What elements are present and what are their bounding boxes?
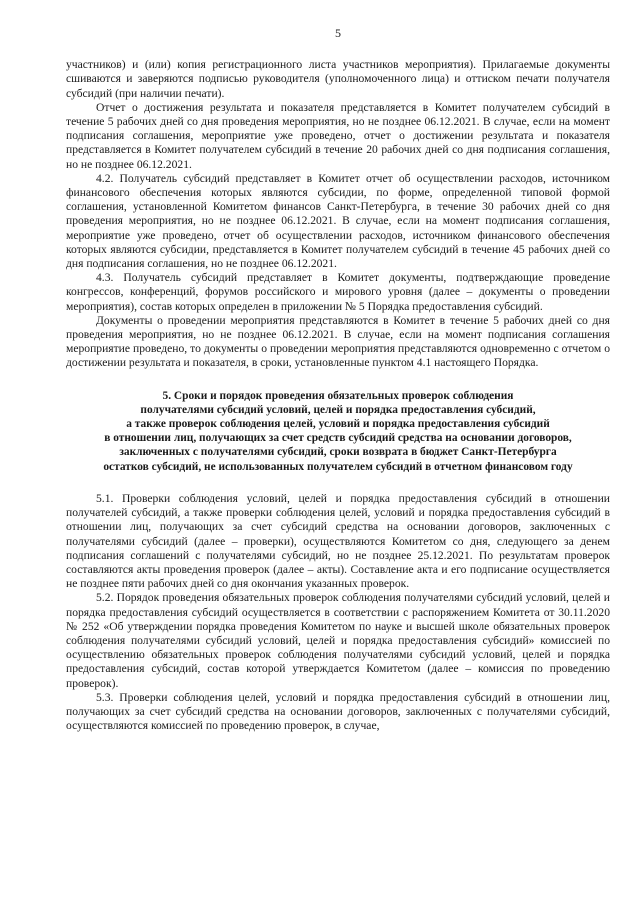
page-number: 5 bbox=[335, 26, 341, 40]
section-heading-line: получателями субсидий условий, целей и порядка предоставления субсидий, bbox=[140, 403, 536, 416]
paragraph-5-2: 5.2. Порядок проведения обязательных проверок соблюдения получателями субсидий условий, целей и порядка предоставления субсидий осуществляется в соответствии с распоряжением Комитета от 30.11.2020 № 252 «Об утверждении порядка проведения Комитетом по науке и высшей школе обязательных проверок соблюдения получателями субсидий условий, целей и порядка предоставления субсидий» комиссией по осуществлению обязательных проверок соблюдения получателями субсидий условий, целей и порядка предоставления субсидий, состав которой утверждается Комитетом (далее – комиссия по проведению проверок). bbox=[66, 591, 610, 690]
section-heading-line: а также проверок соблюдения целей, условий и порядка предоставления субсидий bbox=[126, 418, 550, 431]
section-heading-line: заключенных с получателями субсидий, сроки возврата в бюджет Санкт-Петербурга bbox=[119, 446, 557, 459]
section-heading-line: остатков субсидий, не использованных получателем субсидий в отчетном финансовом году bbox=[103, 460, 573, 473]
paragraph-4-2: 4.2. Получатель субсидий представляет в Комитет отчет об осуществлении расходов, источником финансового обеспечения которых являются субсидии, по форме, определенной типовой формой соглашения, установленной Комитетом финансов Санкт-Петербурга, в течение 30 рабочих дней со дня проведения мероприятия, но не позднее 06.12.2021. В случае, если на момент подписания соглашения, мероприятие уже проведено, отчет об осуществлении расходов, источником финансового обеспечения которых являются субсидии, представляется в Комитет получателем субсидий в течение 45 рабочих дней со дня подписания соглашения, но не позднее 06.12.2021. bbox=[66, 171, 610, 271]
paragraph-5-3: 5.3. Проверки соблюдения целей, условий и порядка предоставления субсидий в отношении лиц, получающих за счет субсидий средства на основании договоров, заключенных с получателями субсидий, осуществляются комиссией по проведению проверок, в случае, bbox=[66, 690, 610, 733]
paragraph-event-documents: Документы о проведении мероприятия представляются в Комитет в течение 5 рабочих дней со дня проведения мероприятия, но не позднее 06.12.2021. В случае, если на момент подписания соглашения мероприятие проведено, то документы о проведении мероприятия представляются одновременно с отчетом о достижении результата и показателя, в сроки, установленные пунктом 4.1 настоящего Порядка. bbox=[66, 313, 610, 370]
paragraph-4-3: 4.3. Получатель субсидий представляет в Комитет документы, подтверждающие проведение конгрессов, конференций, форумов российского и мирового уровня (далее – документы о проведении мероприятия), состав которых определен в приложении № 5 Порядка предоставления субсидий. bbox=[66, 271, 610, 313]
paragraph-5-1: 5.1. Проверки соблюдения условий, целей и порядка предоставления субсидий в отношении получателей субсидий, а также проверки соблюдения целей, условий и порядка предоставления субсидий в отношении лиц, получающих за счет субсидий средства на основании договоров, заключенных с получателями субсидий (далее – проверки), осуществляются Комитетом со дня, следующего за денем подписания соглашений с получателями субсидий, но не позднее 25.12.2021. По результатам проверок составляются акты проведения проверок (далее – акты). Составление акта и его подписание осуществляется не позднее пяти рабочих дней со дня окончания указанных проверок. bbox=[66, 491, 610, 591]
section-heading-line: 5. Сроки и порядок проведения обязательных проверок соблюдения bbox=[162, 389, 514, 402]
paragraph-continuation: участников) и (или) копия регистрационного листа участников мероприятия). Прилагаемые документы сшиваются и заверяются подписью руководителя (уполномоченного лица) и оттиском печати получателя субсидий (при наличии печати). bbox=[66, 58, 610, 100]
section-heading-line: в отношении лиц, получающих за счет средств субсидий средства на основании договоров, bbox=[104, 432, 572, 445]
paragraph-report-result: Отчет о достижения результата и показателя представляется в Комитет получателем субсидий в течение 5 рабочих дней со дня проведения мероприятия, но не позднее 06.12.2021. В случае, если на момент подписания соглашения, мероприятие уже проведено, отчет о достижении результата и показателя представляется в Комитет получателем субсидий в течение 20 рабочих дней со дня подписания соглашения, но не позднее 06.12.2021. bbox=[66, 100, 610, 171]
section-5-heading bbox=[66, 389, 610, 474]
